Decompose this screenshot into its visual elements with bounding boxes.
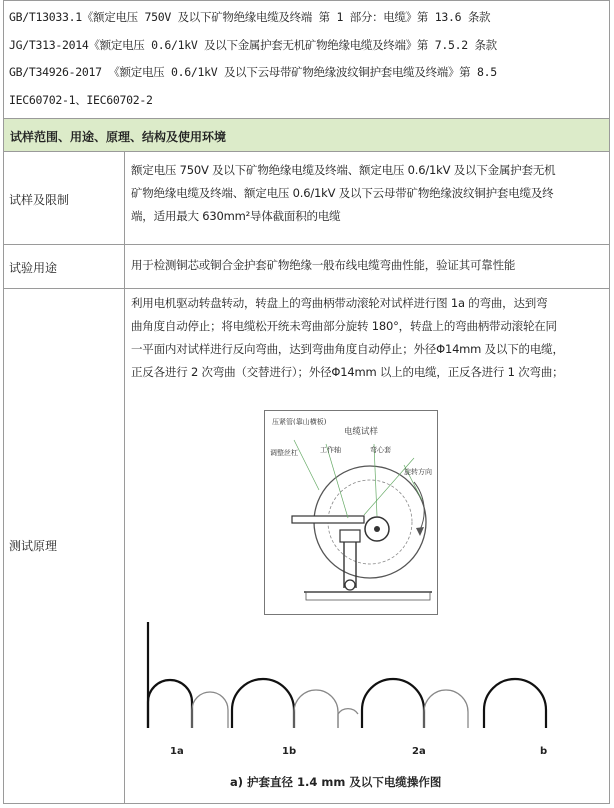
bend-shapes-figure: [130, 618, 560, 798]
bend-shape-2a-trail: [424, 690, 468, 728]
work-axis-icon: [374, 526, 380, 532]
bend-shape-gap: [338, 709, 358, 728]
sample-line: 端，适用最大 630mm²导体截面积的电缆: [131, 209, 341, 223]
row-divider: [4, 288, 609, 289]
bend-shape-1a-trail: [192, 692, 228, 728]
bend-shape-1b: [232, 679, 294, 728]
bend-shape-1b-trail: [294, 690, 338, 728]
bending-machine-diagram: [264, 410, 438, 615]
row-divider: [4, 244, 609, 245]
clamp-label: 压紧管(靠山横板): [272, 418, 327, 426]
purpose-content: [131, 254, 601, 277]
sample-line: 额定电压 750V 及以下矿物绝缘电缆及终端、额定电压 0.6/1kV 及以下金属护套无机: [131, 163, 556, 177]
bend-shape-b: [484, 679, 546, 728]
sample-callout: 电缆试样: [344, 427, 379, 437]
clamp-bar: [292, 516, 364, 523]
principle-line: 正反各进行 2 次弯曲（交替进行）；外径Φ14mm 以上的电缆，正反各进行 1 次弯曲；: [131, 365, 564, 379]
purpose-label: 试验用途: [9, 261, 58, 275]
principle-line: 曲角度自动停止；将电缆松开统未弯曲部分旋转 180°，转盘上的弯曲柄带动滚轮在同: [131, 319, 557, 333]
bend-label-b: b: [540, 746, 548, 757]
bend-label-1a: 1a: [170, 746, 184, 757]
axis-label: 工作轴: [320, 446, 341, 454]
column-divider: [124, 152, 125, 804]
sample-content: [131, 159, 601, 228]
principle-line: 利用电机驱动转盘转动，转盘上的弯曲柄带动滚轮对试样进行图 1a 的弯曲，达到弯: [131, 296, 548, 310]
principle-content: [131, 292, 601, 384]
rotation-label: 旋转方向: [404, 468, 432, 476]
core-label: 弯心套: [370, 446, 391, 454]
figure-caption: a) 护套直径 1.4 mm 及以下电缆操作图: [230, 775, 442, 789]
adjust-label: 调整丝杠: [270, 449, 298, 457]
arm-block: [340, 530, 360, 542]
standard-line-1: GB/T13033.1《额定电压 750V 及以下矿物绝缘电缆及终端 第 1 部分：电缆》第 13.6 条款: [9, 10, 491, 24]
principle-label: 测试原理: [9, 539, 58, 553]
section-title: 试样范围、用途、原理、结构及使用环境: [10, 130, 227, 144]
sample-line: 矿物绝缘电缆及终端、额定电压 0.6/1kV 及以下云母带矿物绝缘波纹铜护套电缆及终: [131, 186, 554, 200]
bend-shape-1a: [148, 680, 192, 728]
bend-label-1b: 1b: [282, 746, 297, 757]
standard-line-3: GB/T34926-2017 《额定电压 0.6/1kV 及以下云母带矿物绝缘波纹铜护套电缆及终端》第 8.5: [9, 65, 497, 79]
sample-label: 试样及限制: [9, 193, 70, 207]
purpose-text: 用于检测铜芯或铜合金护套矿物绝缘一般布线电缆弯曲性能，验证其可靠性能: [131, 258, 516, 272]
bend-label-2a: 2a: [412, 746, 426, 757]
section-header: [4, 118, 609, 152]
roller: [345, 580, 355, 590]
bend-shape-2a: [362, 679, 424, 728]
standard-line-4: IEC60702-1、IEC60702-2: [9, 93, 153, 107]
principle-line: 一平面内对试样进行反向弯曲，达到弯曲角度自动停止；外径Φ14mm 及以下的电缆，: [131, 342, 564, 356]
standard-line-2: JG/T313-2014《额定电压 0.6/1kV 及以下金属护套无机矿物绝缘电缆及终端》第 7.5.2 条款: [9, 38, 497, 52]
